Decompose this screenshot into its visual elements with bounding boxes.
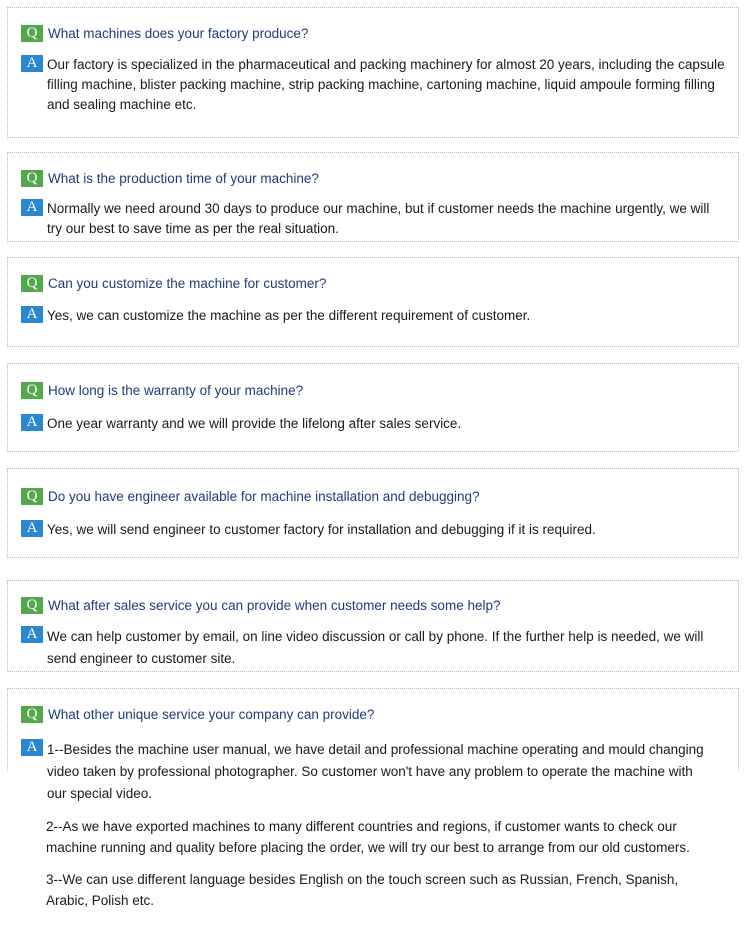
q-badge-icon: Q xyxy=(21,275,43,292)
q-badge-icon: Q xyxy=(21,706,43,723)
a-badge-icon: A xyxy=(21,626,43,643)
faq-extra-paragraph: 3--We can use different language besides English on the touch screen such as Russian, French, Spanish, Arabic, Polish etc. xyxy=(46,872,679,908)
q-badge-icon: Q xyxy=(21,488,43,505)
faq-answer: Yes, we will send engineer to customer factory for installation and debugging if it is required. xyxy=(47,522,596,537)
faq-question: What after sales service you can provide when customer needs some help? xyxy=(48,598,501,613)
q-badge-icon: Q xyxy=(21,382,43,399)
faq-question: What is the production time of your machine? xyxy=(48,171,319,186)
a-badge-icon: A xyxy=(21,306,43,323)
faq-question: Can you customize the machine for customer? xyxy=(48,276,327,291)
a-badge-icon: A xyxy=(21,199,43,216)
faq-question: What other unique service your company can provide? xyxy=(48,707,375,722)
faq-card xyxy=(7,688,739,801)
faq-card xyxy=(7,152,739,242)
faq-answer: We can help customer by email, on line video discussion or call by phone. If the further help is needed, we will send engineer to customer site. xyxy=(47,629,704,666)
a-badge-icon: A xyxy=(21,55,43,72)
a-badge-icon: A xyxy=(21,739,43,756)
faq-question: What machines does your factory produce? xyxy=(48,26,309,41)
faq-answer: 1--Besides the machine user manual, we have detail and professional machine operating and mould changing video taken by professional photographer. So customer won't have any problem to operate the machine with our special video. xyxy=(47,742,704,801)
faq-card xyxy=(7,468,739,558)
faq-extra-paragraph: 2--As we have exported machines to many different countries and regions, if customer wants to check our machine running and quality before placing the order, we will try our best to arrange from our old customers. xyxy=(46,819,690,855)
faq-card xyxy=(7,363,739,452)
faq-answer: Normally we need around 30 days to produce our machine, but if customer needs the machine urgently, we will try our best to save time as per the real situation. xyxy=(47,201,710,236)
faq-answer: Yes, we can customize the machine as per the different requirement of customer. xyxy=(47,308,531,323)
q-badge-icon: Q xyxy=(21,25,43,42)
a-badge-icon: A xyxy=(21,520,43,537)
faq-card xyxy=(7,580,739,672)
q-badge-icon: Q xyxy=(21,597,43,614)
q-badge-icon: Q xyxy=(21,170,43,187)
a-badge-icon: A xyxy=(21,414,43,431)
faq-question: Do you have engineer available for machine installation and debugging? xyxy=(48,489,480,504)
faq-card xyxy=(7,7,739,138)
faq-answer: Our factory is specialized in the pharmaceutical and packing machinery for almost 20 years, including the capsule filling machine, blister packing machine, strip packing machine, cartoning machine, liquid ampoule forming filling and sealing machine etc. xyxy=(47,57,725,112)
faq-card xyxy=(7,257,739,347)
faq-question: How long is the warranty of your machine? xyxy=(48,383,304,398)
faq-answer: One year warranty and we will provide the lifelong after sales service. xyxy=(47,416,462,431)
